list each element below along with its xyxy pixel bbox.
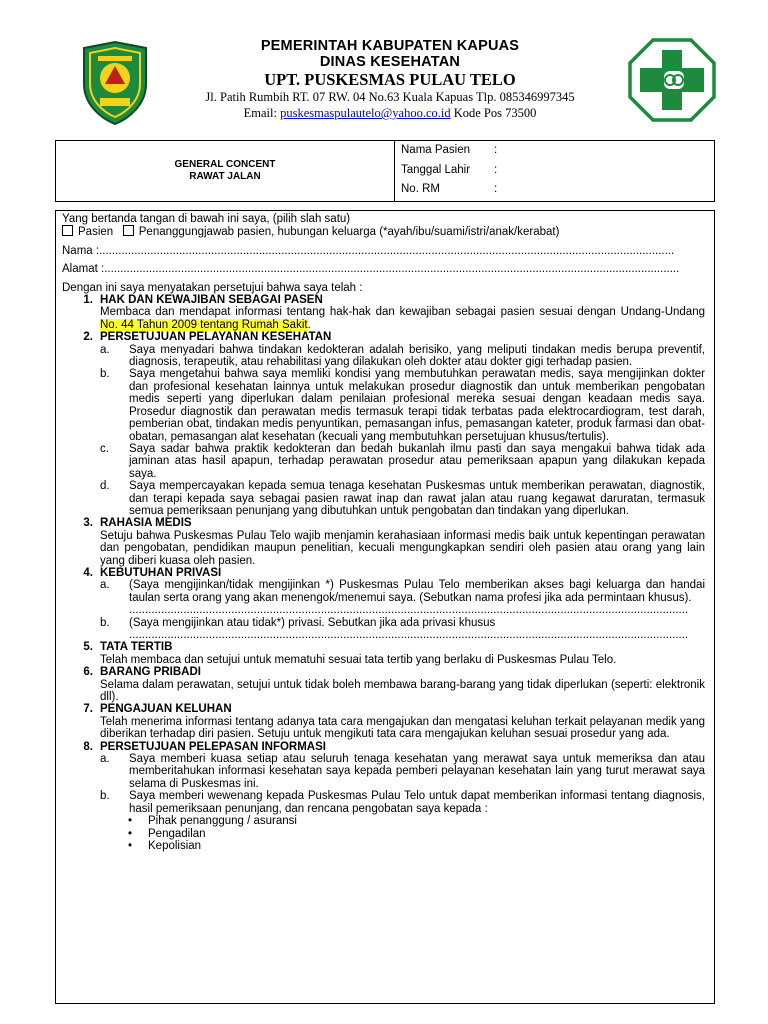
email-line <box>160 105 620 121</box>
section-2-item-c: c. Saya sadar bahwa praktik kedokteran dan bedah bukanlah ilmu pasti dan saya mengakui bahwa tidak ada jaminan atas hasil apapun, terhadap perawatan prosedur atau pemeriksaan apapun yang dilakukan kepada saya. <box>100 442 705 480</box>
puskesmas-name: UPT. PUSKESMAS PULAU TELO <box>264 70 516 89</box>
email-link[interactable]: puskesmaspulautelo@yahoo.co.id <box>280 106 451 120</box>
bullet-icon: • <box>128 839 133 852</box>
section-5-heading: 5. TATA TERTIB <box>83 641 173 654</box>
patient-checkbox[interactable] <box>62 225 73 236</box>
list-item: • Kepolisian <box>128 839 202 852</box>
form-title-line1: GENERAL CONCENT <box>174 159 276 170</box>
section-4-item-b: b. (Saya mengijinkan atau tidak*) privasi. Sebutkan jika ada privasi khusus <box>100 616 496 629</box>
section-2-item-b: b. Saya mengetahui bahwa saya memliki kondisi yang membutuhkan perawatan medis, saya mengijinkan dokter dan profesional kesehatan lainnya untuk melakukan prosedur diagnostik dan untuk memberikan pengobatan medis seperti yang diperlukan dalam penilaian profesional mereka sesuai dengan keadaan medis saya. Prosedur diagnostik dan perawatan medis termasuk terapi tidak terbatas pada elektrocardiogram, test darah, pemberian obat, tindakan medis penyuntikan, pemasangan infus, pemasangan kateter, produk farmasi dan obat-obatan, pemasangan alat kesehatan (kecuali yang membutuhkan persetujuan khusus/tertulis). <box>100 368 705 443</box>
section-8-item-a: a. Saya memberi kuasa setiap atau seluruh tenaga kesehatan yang merawat saya untuk memeriksa dan atau memberitahukan informasi kesehatan saya kepada pemberi pelayanan kesehatan lain yang turut merawat saya selama di Puskesmas ini. <box>100 753 705 790</box>
guardian-option-label: Penanggungjawab pasien, hubungan keluarga (*ayah/ibu/suami/istri/anak/kerabat) <box>138 226 560 239</box>
letterhead <box>0 34 768 124</box>
intro-line: Yang bertanda tangan di bawah ini saya, (pilih slah satu) <box>62 213 351 225</box>
email-label: Email: <box>243 106 281 120</box>
department-name: DINAS KESEHATAN <box>319 54 461 70</box>
form-title-line2: RAWAT JALAN <box>189 171 261 182</box>
government-name: PEMERINTAH KABUPATEN KAPUAS <box>260 38 520 54</box>
section-8-heading: 8. PERSETUJUAN PELEPASAN INFORMASI <box>83 740 326 753</box>
field-medical-record-number[interactable]: No. RM : <box>401 183 498 195</box>
bullet-icon: • <box>128 815 133 828</box>
statement-line: Dengan ini saya menyatakan persetujui bahwa saya telah : <box>62 281 363 294</box>
address-field[interactable]: Alamat :.................................................................................................................................................................................... <box>62 263 680 276</box>
section-2-item-a: a. Saya menyadari bahwa tindakan kedokteran adalah berisiko, yang meliputi tindakan medis berupa preventif, diagnosis, terapeutik, atau rehabilitasi yang dilakukan oleh dokter atau dokter gigi terhadap pasien. <box>100 343 705 369</box>
section-4-item-a-line[interactable]: ............................................................................................................................................................................... <box>129 604 689 617</box>
field-patient-name[interactable]: Nama Pasien : <box>401 144 498 156</box>
section-4-heading: 4. KEBUTUHAN PRIVASI <box>83 566 222 579</box>
signer-options <box>62 225 705 238</box>
form-title <box>56 141 395 201</box>
section-7-text: Telah menerima informasi tentang adanya tata cara mengajukan dan mengatasi keluhan terkait pelayanan medik yang diberikan terhadap diri pasien. Setuju untuk mengikuti tata cara mengajukan keluhan sesuai prosedur yang ada. <box>100 715 705 741</box>
section-8-item-b: b. Saya memberi wewenang kepada Puskesmas Pulau Telo untuk dapat memberikan informasi tentang diagnosis, hasil pemeriksaan penunjang, dan rencana pengobatan saya kepada : <box>100 790 705 815</box>
section-1-heading: 1. HAK DAN KEWAJIBAN SEBAGAI PASEN <box>83 294 323 307</box>
section-6-text: Selama dalam perawatan, setujui untuk tidak boleh membawa barang-barang yang tidak diperlukan (seperti: elektronik dll). <box>100 678 705 704</box>
section-1-text: Membaca dan mendapat informasi tentang hak-hak dan kewajiban sebagai pasien sesuai dengan Undang-Undang No. 44 Tahun 2009 tentang Rumah Sakit. <box>100 306 705 331</box>
section-6-heading: 6. BARANG PRIBADI <box>83 666 201 679</box>
field-birth-date[interactable]: Tanggal Lahir : <box>401 163 498 176</box>
section-7-heading: 7. PENGAJUAN KELUHAN <box>83 703 232 716</box>
guardian-checkbox[interactable] <box>123 225 134 236</box>
patient-option-label: Pasien <box>78 226 114 239</box>
list-item: • Pengadilan <box>128 827 206 840</box>
consent-body <box>55 210 715 1004</box>
section-2-heading: 2. PERSETUJUAN PELAYANAN KESEHATAN <box>83 331 332 344</box>
section-2-item-d: d. Saya mempercayakan kepada semua tenaga kesehatan Puskesmas untuk memberikan perawatan, diagnostik, dan terapi kepada saya sebagai pasien rawat inap dan rawat jalan atau ruang kegawat daruratan, termasuk semua pemeriksaan penunjang yang dibutuhkan untuk pengobatan dan tindakan yang diperlukan. <box>100 480 705 517</box>
section-3-text: Setuju bahwa Puskesmas Pulau Telo wajib menjamin kerahasiaan informasi medis baik untuk kepentingan perawatan dan pengobatan, pendidikan maupun penelitian, kecuali mengungkapkan sendiri oleh pasien atau orang yang lain yang diberi kuasa oleh pasien. <box>100 529 705 567</box>
address-line: Jl. Patih Rumbih RT. 07 RW. 04 No.63 Kuala Kapuas Tlp. 085346997345 <box>205 90 575 104</box>
puskesmas-cross-logo-icon <box>628 38 716 122</box>
law-highlight: No. 44 Tahun 2009 tentang Rumah Sakit <box>100 318 308 331</box>
section-4-item-a: a. (Saya mengijinkan/tidak mengijinkan *) Puskesmas Pulau Telo memberikan akses bagi keluarga dan handai taulan serta orang yang akan menengok/menemui saya. (Sebutkan nama profesi jika ada permintaan khusus). <box>100 579 705 604</box>
section-4-item-b-line[interactable]: ............................................................................................................................................................................... <box>129 629 689 641</box>
section-3-heading: 3. RAHASIA MEDIS <box>83 517 192 530</box>
letterhead-text <box>160 38 620 121</box>
patient-fields <box>401 141 497 200</box>
section-5-text: Telah membaca dan setujui untuk mematuhi sesuai tata tertib yang berlaku di Puskesmas Pulau Telo. <box>100 653 617 666</box>
name-field[interactable]: Nama :.................................................................................................................................................................................... <box>62 244 675 257</box>
list-item: • Pihak penanggung / asuransi <box>128 815 297 828</box>
bullet-icon: • <box>128 827 133 840</box>
patient-identity-box <box>55 140 715 202</box>
postal-code: Kode Pos 73500 <box>450 106 537 120</box>
kapuas-regency-emblem-icon <box>78 40 152 126</box>
